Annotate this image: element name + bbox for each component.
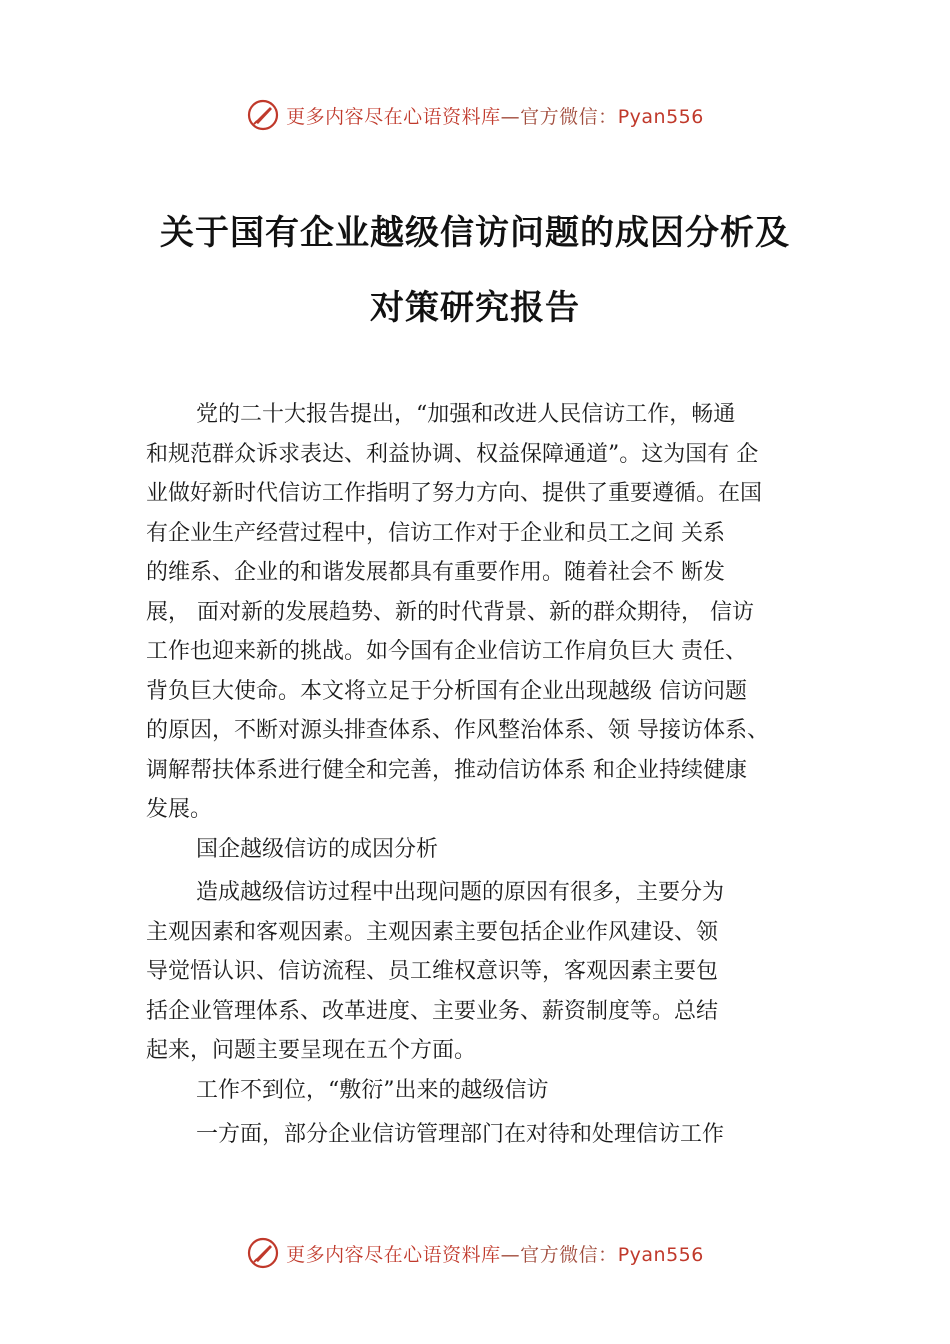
document-title-line-1: 关于国有企业越级信访问题的成因分析及 — [160, 213, 790, 253]
body-line: 主观因素和客观因素。主观因素主要包括企业作风建设、领 — [146, 920, 719, 945]
banner-text-wechat-id: Pyan556 — [617, 1243, 704, 1266]
body-line: 导觉悟认识、信访流程、员工维权意识等，客观因素主要包 — [146, 959, 719, 984]
body-line: 的原因，不断对源头排查体系、作风整治体系、领 导接访体系、 — [146, 718, 769, 743]
body-line: 展， 面对新的发展趋势、新的时代背景、新的群众期待， 信访 — [146, 600, 754, 625]
body-line: 造成越级信访过程中出现问题的原因有很多，主要分为 — [196, 880, 725, 905]
body-line: 调解帮扶体系进行健全和完善，推动信访体系 和企业持续健康 — [146, 758, 747, 783]
banner-text-wechat-label: —官方微信： — [500, 1243, 618, 1266]
banner-text — [286, 102, 704, 129]
body-line: 工作也迎来新的挑战。如今国有企业信访工作肩负巨大 责任、 — [146, 639, 747, 664]
banner-text-main: 更多内容尽在心语资料库 — [286, 1243, 501, 1266]
section-heading: 工作不到位，“敷衍”出来的越级信访 — [196, 1078, 549, 1103]
body-line: 一方面，部分企业信访管理部门在对待和处理信访工作 — [196, 1122, 725, 1147]
body-line: 党的二十大报告提出，“加强和改进人民信访工作，畅通 — [196, 402, 736, 427]
quill-pen-logo-icon — [246, 98, 280, 132]
body-line: 有企业生产经营过程中，信访工作对于企业和员工之间 关系 — [146, 521, 725, 546]
banner-text-main: 更多内容尽在心语资料库 — [286, 105, 501, 128]
section-heading: 国企越级信访的成因分析 — [196, 837, 439, 862]
body-line: 括企业管理体系、改革进度、主要业务、薪资制度等。总结 — [146, 999, 719, 1024]
document-body — [146, 400, 846, 1160]
banner-text — [286, 1240, 704, 1267]
quill-pen-logo-icon — [246, 1236, 280, 1270]
body-line: 起来，问题主要呈现在五个方面。 — [146, 1038, 477, 1063]
banner-text-wechat-label: —官方微信： — [500, 105, 618, 128]
document-title-line-2: 对策研究报告 — [370, 288, 580, 328]
body-line: 的维系、企业的和谐发展都具有重要作用。随着社会不 断发 — [146, 560, 725, 585]
body-line: 业做好新时代信访工作指明了努力方向、提供了重要遵循。在国 — [146, 481, 763, 506]
banner-text-wechat-id: Pyan556 — [617, 105, 704, 128]
body-line: 和规范群众诉求表达、利益协调、权益保障通道”。这为国有 企 — [146, 442, 759, 467]
body-line: 发展。 — [146, 797, 213, 822]
footer-banner — [0, 1233, 950, 1273]
header-banner — [0, 95, 950, 135]
body-line: 背负巨大使命。本文将立足于分析国有企业出现越级 信访问题 — [146, 679, 747, 704]
